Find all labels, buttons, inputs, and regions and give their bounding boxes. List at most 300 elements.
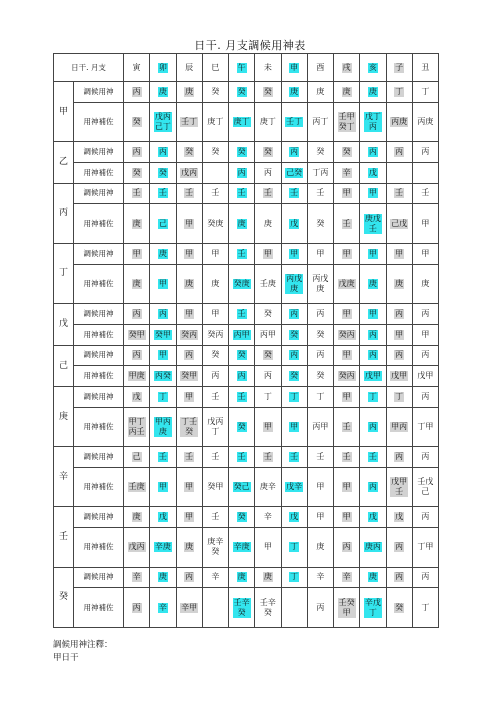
table-cell [412,204,438,244]
table-row [54,407,439,447]
table-cell [412,528,438,568]
cell-value: 甲 [185,512,194,522]
table-cell [124,102,150,142]
table-cell [124,304,150,325]
table-cell [176,264,202,304]
cell-value: 丁 [158,391,167,401]
table-cell [176,142,202,163]
row-type-label: 用神補佐 [74,204,124,244]
table-cell [386,204,412,244]
table-cell [229,366,255,387]
table-cell [202,183,228,204]
cell-value: 丙 [290,350,299,360]
cell-value: 庚 [185,542,194,552]
table-cell [412,102,438,142]
cell-value: 壬戊 己 [417,477,434,497]
table-cell [412,82,438,103]
cell-value: 癸 [263,350,272,360]
table-cell [386,243,412,264]
table-cell [307,264,333,304]
table-cell [202,324,228,345]
table-cell [307,366,333,387]
table-cell [229,467,255,507]
cell-value: 甲 [158,482,167,492]
cell-value: 丙 [368,482,377,492]
table-cell [307,447,333,468]
table-row [54,567,439,588]
cell-value: 丁丙 [312,167,329,177]
cell-value: 庚辛 [259,482,276,492]
cell-value: 庚 [237,218,246,228]
table-row [54,183,439,204]
table-cell [360,386,386,407]
table-cell [229,447,255,468]
table-cell [307,82,333,103]
table-cell [150,407,176,447]
cell-value: 癸 [263,147,272,157]
table-row [54,243,439,264]
cell-value: 壬 [158,188,167,198]
cell-value: 丙 [368,329,377,339]
table-cell [412,407,438,447]
table-cell [307,162,333,183]
cell-value: 丙 [132,308,141,318]
cell-value: 庚 [316,542,325,552]
table-cell [124,82,150,103]
cell-value: 丁 [421,86,430,96]
cell-value: 庚 [211,278,220,288]
table-cell [229,102,255,142]
table-cell [229,183,255,204]
table-cell [307,102,333,142]
table-cell [229,407,255,447]
table-cell [202,243,228,264]
cell-value: 己 [132,452,141,461]
cell-value: 甲 [263,542,272,552]
stem-cell: 甲 [54,82,74,142]
cell-value: 辛 [316,572,325,582]
table-cell [281,102,307,142]
table-cell [150,204,176,244]
table-body [54,82,439,628]
cell-value: 甲 [185,482,194,492]
table-cell [229,528,255,568]
table-cell [412,366,438,387]
cell-value: 丙 [290,147,299,157]
cell-value: 辛 [211,572,220,582]
row-type-label: 調候用神 [74,183,124,204]
cell-value: 庚戊 壬 [364,213,381,233]
table-cell [307,467,333,507]
cell-value: 甲 [342,308,351,318]
cell-value: 壬 [237,452,246,461]
table-cell [176,366,202,387]
cell-value: 壬 [290,188,299,198]
stem-cell: 庚 [54,386,74,446]
month-header [202,54,228,82]
cell-value: 丙 [316,308,325,318]
table-cell [255,162,281,183]
month-label: 戌 [342,62,351,72]
cell-value: 庚 [132,512,141,522]
table-cell [229,204,255,244]
cell-value: 甲 [421,248,430,258]
corner-header: 日干. 月支 [54,54,124,82]
table-cell [386,467,412,507]
cell-value: 庚丙 [364,542,381,552]
table-cell [386,528,412,568]
cell-value: 壬 [211,512,220,522]
cell-value: 甲 [132,248,141,258]
cell-value: 辛 [342,572,351,582]
cell-value: 丙甲 [312,421,329,431]
table-cell [176,82,202,103]
cell-value: 庚丁 [233,116,250,126]
table-cell [176,447,202,468]
cell-value: 庚辛 癸 [207,537,224,557]
table-cell [229,567,255,588]
table-cell [150,82,176,103]
table-cell [360,304,386,325]
table-cell [124,588,150,628]
cell-value: 丙 [395,572,404,582]
table-cell [124,407,150,447]
cell-value: 丙 [342,542,351,552]
cell-value: 丙 [185,572,194,582]
stem-cell: 丁 [54,243,74,303]
table-row [54,204,439,244]
table-cell [150,345,176,366]
table-cell [281,183,307,204]
table-cell [124,142,150,163]
row-type-label: 調候用神 [74,142,124,163]
cell-value: 癸庚 [207,218,224,228]
table-cell [412,243,438,264]
table-cell [360,324,386,345]
table-cell [255,243,281,264]
cell-value: 丙 [158,147,167,157]
cell-value: 甲 [263,421,272,431]
table-row [54,102,439,142]
cell-value: 丙甲 [259,329,276,339]
cell-value: 甲 [158,350,167,360]
table-cell [124,366,150,387]
table-row [54,142,439,163]
table-cell [176,528,202,568]
table-cell [412,183,438,204]
table-cell [229,386,255,407]
table-cell [150,528,176,568]
cell-value: 丙 [368,421,377,431]
row-type-label: 調候用神 [74,447,124,468]
cell-value: 丙 [263,167,272,177]
cell-value: 丙 [290,308,299,318]
cell-value: 庚 [368,86,377,96]
cell-value: 癸 [316,218,325,228]
cell-value: 甲 [342,248,351,258]
cell-value: 丁 [368,391,377,401]
cell-value: 辛庚 [233,542,250,552]
month-header [255,54,281,82]
table-row [54,304,439,325]
cell-value: 戊 [158,512,167,522]
cell-value: 戊甲 [364,371,381,381]
cell-value: 甲丙 [391,421,408,431]
table-cell [202,567,228,588]
month-header [307,54,333,82]
table-cell [412,467,438,507]
cell-value: 辛 [132,572,141,582]
cell-value: 癸甲 [128,329,145,339]
cell-value: 戊丙 己丁 [154,111,171,131]
cell-value: 壬 [237,391,246,401]
cell-value: 癸甲 [207,482,224,492]
cell-value: 丙 [421,391,430,401]
table-cell [150,183,176,204]
table-cell [255,588,281,628]
row-type-label: 用神補佐 [74,467,124,507]
cell-value: 丁甲 [417,421,434,431]
table-cell [202,102,228,142]
row-type-label: 用神補佐 [74,162,124,183]
table-cell [307,204,333,244]
table-row [54,386,439,407]
table-row [54,467,439,507]
table-cell [255,183,281,204]
cell-value: 戊 [290,218,299,228]
table-cell [307,324,333,345]
table-cell [281,142,307,163]
table-cell [281,528,307,568]
cell-value: 癸 [237,147,246,157]
table-cell [281,162,307,183]
cell-value: 丁 [395,86,404,96]
cell-value: 壬 [395,188,404,198]
row-type-label: 調候用神 [74,386,124,407]
table-cell [281,304,307,325]
cell-value: 丙癸 [154,371,171,381]
cell-value: 庚 [290,86,299,96]
table-cell [412,162,438,183]
cell-value: 丙 [395,350,404,360]
table-cell [307,588,333,628]
table-cell [124,467,150,507]
table-cell [412,567,438,588]
notes [53,639,113,665]
cell-value: 戊甲 壬 [391,477,408,497]
stem-cell: 乙 [54,142,74,183]
cell-value: 癸 [211,147,220,157]
climate-adjustment-table [53,53,439,628]
table-cell [202,386,228,407]
table-cell [281,567,307,588]
table-cell [307,243,333,264]
cell-value: 丁 [421,602,430,612]
cell-value: 壬丁 [181,116,198,126]
table-cell [386,324,412,345]
cell-value: 戊 [290,512,299,522]
table-cell [386,588,412,628]
cell-value: 甲 [368,248,377,258]
table-cell [307,183,333,204]
table-cell [255,345,281,366]
cell-value: 甲 [342,188,351,198]
table-cell [124,183,150,204]
table-cell [255,467,281,507]
cell-value: 癸 [211,86,220,96]
table-cell [176,407,202,447]
cell-value: 壬 [185,452,194,461]
table-cell [229,345,255,366]
table-cell [360,162,386,183]
cell-value: 丙 [421,512,430,522]
cell-value: 庚 [342,86,351,96]
cell-value: 癸 [290,329,299,339]
cell-value: 丙庚 [391,116,408,126]
table-cell [255,142,281,163]
table-cell [176,324,202,345]
cell-value: 癸 [132,116,141,126]
cell-value: 癸 [316,147,325,157]
table-cell [176,304,202,325]
table-cell [124,345,150,366]
cell-value: 庚丁 [207,116,224,126]
cell-value: 甲 [421,329,430,339]
table-cell [202,366,228,387]
table-cell [176,567,202,588]
cell-value: 壬 [290,452,299,461]
table-cell [334,567,360,588]
table-cell [202,82,228,103]
row-type-label: 調候用神 [74,243,124,264]
table-cell [360,102,386,142]
month-label: 申 [290,62,299,72]
table-cell [360,507,386,528]
cell-value: 丙 [237,167,246,177]
table-cell [202,162,228,183]
table-cell [176,345,202,366]
month-label: 未 [263,62,272,72]
stem-cell: 辛 [54,447,74,507]
stem-cell: 癸 [54,567,74,627]
table-cell [386,447,412,468]
cell-value: 癸 [263,86,272,96]
table-cell [150,386,176,407]
table-cell [360,142,386,163]
table-cell [334,467,360,507]
table-cell [202,304,228,325]
table-cell [360,588,386,628]
table-cell [281,467,307,507]
cell-value: 甲 [290,421,299,431]
cell-value: 癸 [342,147,351,157]
table-cell [124,264,150,304]
table-cell [150,304,176,325]
cell-value: 癸 [211,350,220,360]
table-cell [255,304,281,325]
table-cell [150,447,176,468]
cell-value: 甲 [316,482,325,492]
table-cell [202,264,228,304]
cell-value: 癸 [185,147,194,157]
cell-value: 甲 [263,248,272,258]
table-cell [124,162,150,183]
cell-value: 壬 [211,452,220,461]
table-cell [360,264,386,304]
month-header [281,54,307,82]
table-cell [307,304,333,325]
cell-value: 壬甲 癸丁 [338,111,355,131]
cell-value: 甲庚 [128,371,145,381]
table-cell [229,304,255,325]
table-cell [202,142,228,163]
cell-value: 庚 [185,278,194,288]
table-cell [229,507,255,528]
cell-value: 壬 [237,308,246,318]
cell-value: 戊甲 [417,371,434,381]
cell-value: 壬 [132,188,141,198]
table-cell [176,162,202,183]
cell-value: 丙 [368,350,377,360]
cell-value: 辛戊 丁 [364,597,381,617]
cell-value: 辛 [342,167,351,177]
table-cell [386,304,412,325]
table-cell [255,507,281,528]
cell-value: 甲 [185,248,194,258]
table-cell [412,386,438,407]
month-label: 辰 [185,62,194,72]
cell-value: 甲 [368,308,377,318]
table-cell [334,407,360,447]
cell-value: 丁 [290,572,299,582]
table-cell [202,467,228,507]
table-cell [124,528,150,568]
cell-value: 丙丁 [312,116,329,126]
cell-value: 丁 [316,391,325,401]
table-cell [229,264,255,304]
cell-value: 丙戊 庚 [312,273,329,293]
table-cell [334,204,360,244]
cell-value: 戊丙 [181,167,198,177]
row-type-label: 用神補佐 [74,264,124,304]
table-cell [386,366,412,387]
table-cell [281,507,307,528]
table-row [54,82,439,103]
cell-value: 丙 [132,350,141,360]
cell-value: 辛甲 [181,602,198,612]
table-cell [307,142,333,163]
table-cell [360,447,386,468]
cell-value: 己癸 [286,167,303,177]
table-cell [281,386,307,407]
table-cell [229,82,255,103]
table-cell [386,264,412,304]
cell-value: 丁壬 癸 [181,416,198,436]
page-title: 日干. 月支調候用神表 [194,39,306,52]
table-cell [202,447,228,468]
stem-cell: 壬 [54,507,74,567]
cell-value: 丁 [290,542,299,552]
cell-value: 丙 [211,371,220,381]
cell-value: 己 [158,218,167,228]
cell-value: 癸 [132,167,141,177]
table-cell [150,102,176,142]
cell-value: 甲 [211,248,220,258]
cell-value: 丁 [395,391,404,401]
month-label: 亥 [368,62,377,72]
month-header [229,54,255,82]
table-cell [202,588,228,628]
